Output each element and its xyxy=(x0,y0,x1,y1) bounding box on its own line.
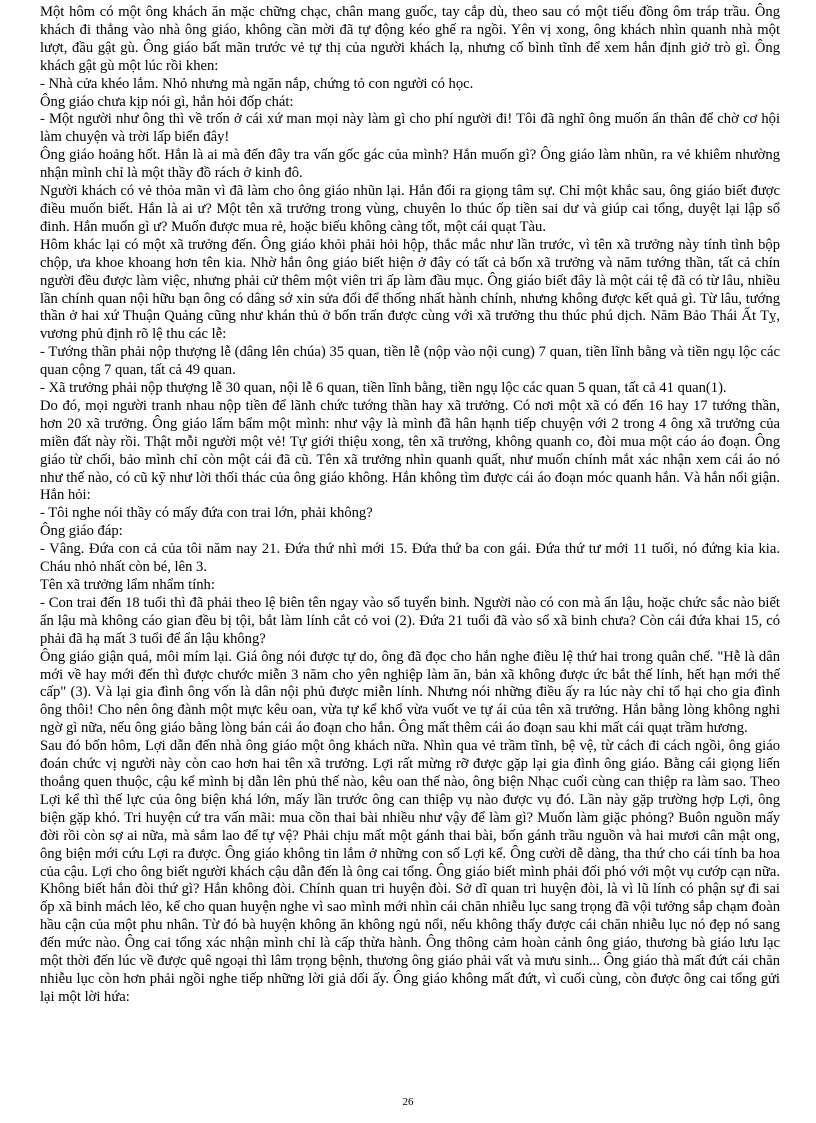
paragraph: Hôm khác lại có một xã trưởng đến. Ông giáo khỏi phải hỏi hộp, thắc mắc như lần trước, vì tên xã trưởng này tính tình bộp chộp, ưa khoe khoang hơn tên kia. Nhờ hắn ông giáo biết hiện ở đây có tất cả bốn xã trưởng và năm tướng thần, tất cả chín người đều được làm việc, nhưng phải cử thêm một viên tri ấp làm đầu mục. Ông giáo biết đây là một cái tệ đã có từ lâu, nhiều lần chính quan nội hữu bạn ông có dâng sớ xin sửa đổi để thống nhất hành chính, nhưng không được kết quả gì. Từ lâu, tướng thần ở hai xứ Thuận Quảng cũng như khán thủ ở bốn trấn được cùng với xã trưởng thu thúc phú dịch. Năm Bảo Thái Ất Tỵ, vương phủ định rõ lệ thu các lễ: xyxy=(40,236,780,343)
paragraph: Tên xã trưởng lẩm nhẩm tính: xyxy=(40,577,215,593)
paragraph: Ông giáo chưa kịp nói gì, hắn hỏi đốp chát: xyxy=(40,93,294,110)
paragraph: - Vâng. Đứa con cả của tôi năm nay 21. Đứa thứ nhì mới 15. Đứa thứ ba con gái. Đứa thứ tư mới 11 tuổi, nó đứng kia kia. Cháu nhỏ nhất còn bé, lên 3. xyxy=(40,541,780,576)
paragraph: - Nhà cửa khéo lắm. Nhỏ nhưng mà ngăn nắp, chứng tỏ con người có học. xyxy=(40,75,474,92)
page-number: 26 xyxy=(402,1096,414,1108)
paragraph: Do đó, mọi người tranh nhau nộp tiền để lãnh chức tướng thần hay xã trưởng. Có nơi một xã có đến 16 hay 17 tướng thần, hơn 20 xã trưởng. Ông giáo lẩm bẩm một mình: như vậy là mình đã hân hạnh tiếp chuyện với 2 trong 4 ông xã trưởng của miền đất này rồi. Thật mỗi người một vẻ! Tự giới thiệu xong, tên xã trưởng, không quanh co, đòi mua một cáo áo đoạn. Ông giáo từ chối, bảo mình chỉ còn một cái đã cũ. Tên xã trưởng nhìn quanh quất, như muốn chính mắt xác nhận xem cái áo nó như thế nào, có cũ kỹ như lời thối thác của ông giáo không. Hắn không tìm được cái áo đoạn móc quanh hắn. Và hắn nổi giận. Hắn hỏi: xyxy=(40,397,780,504)
paragraph: - Con trai đến 18 tuổi thì đã phải theo lệ biên tên ngay vào sổ tuyển binh. Người nào có con mà ẩn lậu, hoặc chức sắc nào biết ẩn lậu mà không cáo gian đều bị tội, bắt làm lính cắt cỏ voi (2). Đứa 21 tuổi đã vào sổ xã binh chưa? Còn cái đứa khai 15, có phải đã hạ mất 3 tuổi để ẩn lậu không? xyxy=(40,594,780,647)
paragraph: - Tôi nghe nói thầy có mấy đứa con trai lớn, phải không? xyxy=(40,505,373,522)
document-body xyxy=(40,4,780,1007)
paragraph: Người khách có vẻ thỏa mãn vì đã làm cho ông giáo nhũn lại. Hắn đổi ra giọng tâm sự. Chỉ một khắc sau, ông giáo biết được điều muốn biết. Hắn là ai ư? Một tên xã trưởng trong vùng, chuyên lo thúc ốp tiền sai dư và giúp cai tổng, duyệt lại lập sổ đinh. Hắn muốn gì ư? Muốn được mua rẻ, hoặc biếu không càng tốt, một cái quạt Tàu. xyxy=(40,183,780,235)
paragraph: - Một người như ông thì về trốn ở cái xứ man mọi này làm gì cho phí người đi! Tôi đã nghĩ ông muốn ẩn thân để chờ cơ hội làm chuyện và trời lấp biển đây! xyxy=(40,111,780,146)
paragraph: Ông giáo hoảng hốt. Hắn là ai mà đến đây tra vấn gốc gác của mình? Hắn muốn gì? Ông giáo làm nhũn, ra vẻ khiêm nhường nhận mình chỉ là một thầy đồ rách ở kinh đô. xyxy=(40,147,780,182)
paragraph: - Xã trưởng phải nộp thượng lễ 30 quan, nội lễ 6 quan, tiền lĩnh bằng, tiền ngụ lộc các quan 5 quan, tất cả 41 quan(1). xyxy=(40,380,727,397)
paragraph: Một hôm có một ông khách ăn mặc chững chạc, chân mang guốc, tay cắp dù, theo sau có một tiểu đồng ôm tráp trầu. Ông khách đi thẳng vào nhà ông giáo, không cần mời đã tự động kéo ghế ra ngồi. Yên vị xong, ông khách nhìn quanh nhà một lượt, đầu gật gù. Ông giáo bất mãn trước vẻ tự thị của người khách lạ, nhưng cố bình tĩnh để xem hắn định giở trò gì. Ông khách gật gù một lúc rồi khen: xyxy=(40,4,780,74)
paragraph: Ông giáo đáp: xyxy=(40,523,123,540)
paragraph: - Tướng thần phải nộp thượng lễ (dâng lên chúa) 35 quan, tiền lễ (nộp vào nội cung) 7 quan, tiền lĩnh bằng và tiền ngụ lộc các quan cộng 7 quan, tất cả 49 quan. xyxy=(40,344,780,379)
paragraph: Ông giáo giận quá, môi mím lại. Giá ông nói được tự do, ông đã đọc cho hắn nghe điều lệ thứ hai trong quân chế. "Hễ là dân mới về hay mới đến thì được chước miễn 3 năm cho yên nghiệp làm ăn, bản xã không được ức bắt thế lính, hết hạn mới thế cấp" (3). Và lại gia đình ông vốn là dân nội phủ được miễn lính. Nhưng nói những điều ấy ra lúc này chỉ tổ hại cho gia đình ông thôi! Cho nên ông đành một mực kêu oan, vừa tự kể khổ vừa vuốt ve tự ái của tên xã trưởng. Hắn bằng lòng không nghi ngờ gì nữa, nếu ông giáo bằng lòng bán cái áo đoạn cho hắn. Ông mất thêm cái áo đoạn sau khi mất cái quạt trầm hương. xyxy=(40,648,780,737)
paragraph: Sau đó bốn hôm, Lợi dẫn đến nhà ông giáo một ông khách nữa. Nhìn qua vẻ trầm tĩnh, bệ vệ, từ cách đi cách ngồi, ông giáo đoán chức vị người này còn cao hơn hai tên xã trưởng. Lợi rất mừng rỡ được gặp lại gia đình ông giáo. Bằng cái giọng liến thoắng quen thuộc, cậu kể mình bị dẫn lên phủ thế nào, kêu oan thế nào, ông biện Nhạc cuối cùng can thiệp ra làm sao. Theo Lợi kể thì thế lực của ông biện khá lớn, mấy lần trước ông can thiệp vụ nào được vụ đó. Lần này gặp trường hợp Lợi, ông biện gặp khó. Tri huyện cứ tra vấn mãi: mua cồn thai bài nhiều như vậy để làm gì? Muốn làm giặc phỏng? Buôn nguồn mấy đời rồi còn sợ ai nữa, mà sắm lao để tự vệ? Phải chịu mất một gánh thai bài, bốn gánh trầu nguồn và hai mươi cân mật ong, ông biện mới cứu Lợi ra được. Ông giáo không tin lắm ở những con số Lợi kể. Ông cười dễ dàng, tha thứ cho cái tính ba hoa của cậu. Lợi cho ông biết người khách cậu dẫn đến là ông cai tổng. Ông giáo biết mình phải đối phó với một vụ cướp cạn nữa. Không biết hắn đòi thứ gì? Hắn không đòi. Chính quan tri huyện đòi. Sở dĩ quan tri huyện đòi, là vì lũ lính có phận sự đi sai ốp xã binh mách lẻo, kể cho quan huyện nghe vì sao mình mới nhìn cái chăn nhiễu lục sang trọng đã vội tưởng sắp chạm đoàn hầu cận của một phu nhân. Từ đó bà huyện không ăn không ngủ nổi, nếu không thấy được cái chăn nhiễu lục nó đẹp nó sang đến mức nào. Ông cai tổng xác nhận mình chỉ là cấp thừa hành. Ông thông cảm hoàn cảnh ông giáo, thương bà giáo lưu lạc một thời đến lúc về được quê ngoại thì lâm trọng bệnh, thương ông giáo phải vất và mưu sinh... Ông giáo thà mất đứt cái chăn nhiễu lục còn hơn phải ngồi nghe tiếp những lời giả dối ấy. Ông giáo không mất đứt, vì cuối cùng, còn được ông cai tổng gửi lại một lời hứa: xyxy=(40,738,780,1005)
